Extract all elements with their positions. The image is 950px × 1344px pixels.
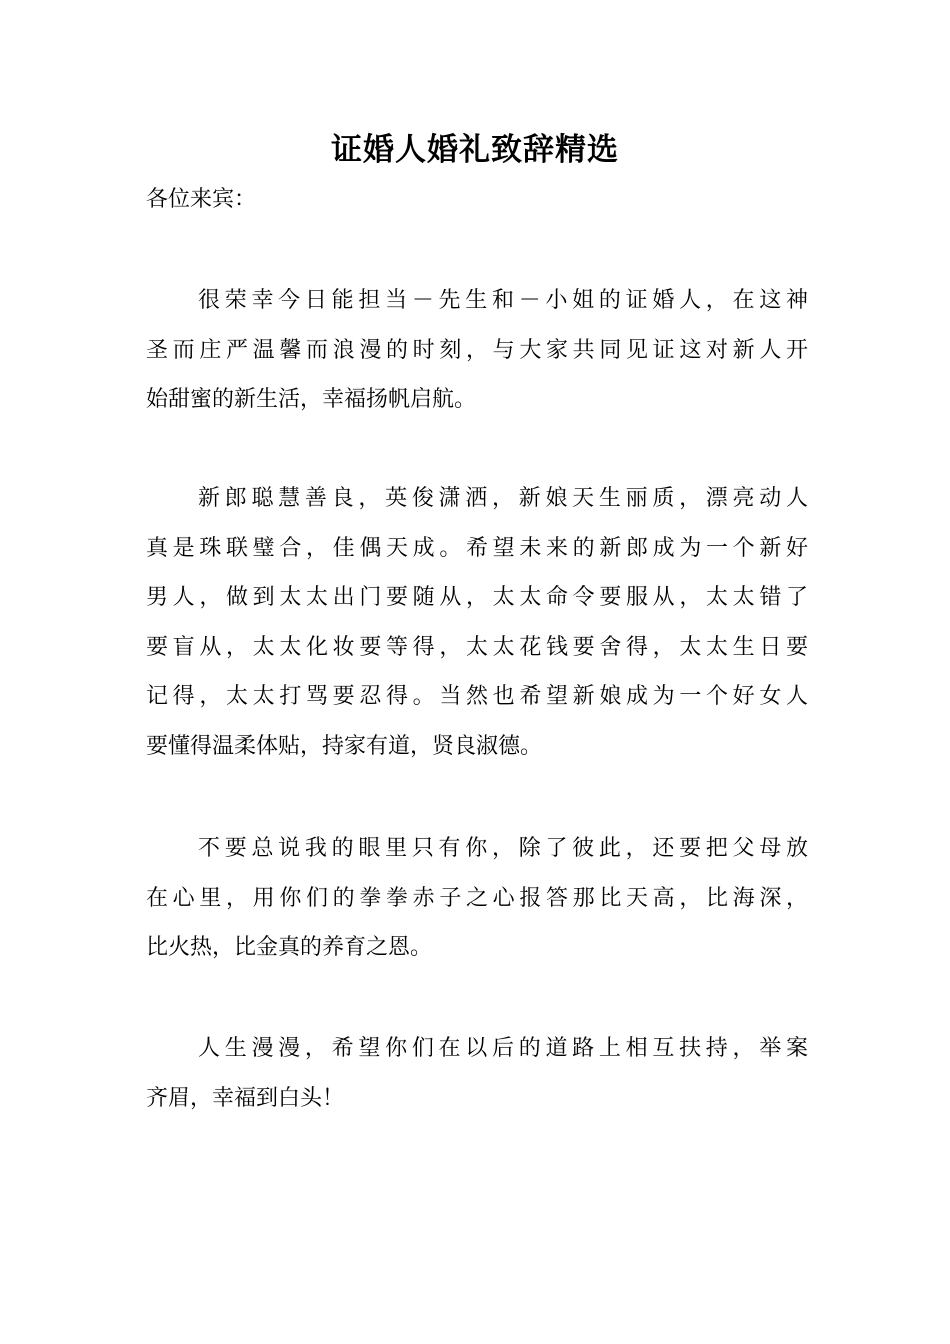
paragraph-line: 人生漫漫，希望你们在以后的道路上相互扶持，举案: [198, 1036, 808, 1061]
paragraph-line: 记得，太太打骂要忍得。当然也希望新娘成为一个好女人: [146, 684, 808, 709]
salutation: 各位来宾：: [146, 187, 257, 212]
paragraph-line: 很荣幸今日能担当－先生和－小姐的证婚人，在这神: [198, 288, 808, 313]
paragraph-line: 在心里，用你们的拳拳赤子之心报答那比天高，比海深，: [146, 885, 808, 911]
paragraph-line: 始甜蜜的新生活，幸福扬帆启航。: [146, 387, 477, 412]
paragraph-line: 要盲从，太太化妆要等得，太太花钱要舍得，太太生日要: [146, 634, 808, 660]
paragraph-line: 男人，做到太太出门要随从，太太命令要服从，太太错了: [146, 585, 808, 610]
paragraph-line: 齐眉，幸福到白头！: [146, 1085, 345, 1111]
paragraph-4: [146, 1024, 808, 1123]
paragraph-line: 不要总说我的眼里只有你，除了彼此，还要把父母放: [198, 836, 808, 861]
paragraph-line: 要懂得温柔体贴，持家有道，贤良淑德。: [146, 733, 543, 759]
paragraph-3: [146, 824, 808, 973]
document-title: 证婚人婚礼致辞精选: [331, 132, 619, 168]
paragraph-1: [146, 276, 808, 425]
paragraph-line: 比火热，比金真的养育之恩。: [146, 935, 433, 960]
paragraph-line: 真是珠联璧合，佳偶天成。希望未来的新郎成为一个新好: [146, 535, 808, 561]
paragraph-line: 圣而庄严温馨而浪漫的时刻，与大家共同见证这对新人开: [146, 337, 808, 363]
paragraph-line: 新郎聪慧善良，英俊潇洒，新娘天生丽质，漂亮动人: [198, 486, 808, 511]
paragraph-2: [146, 474, 808, 771]
